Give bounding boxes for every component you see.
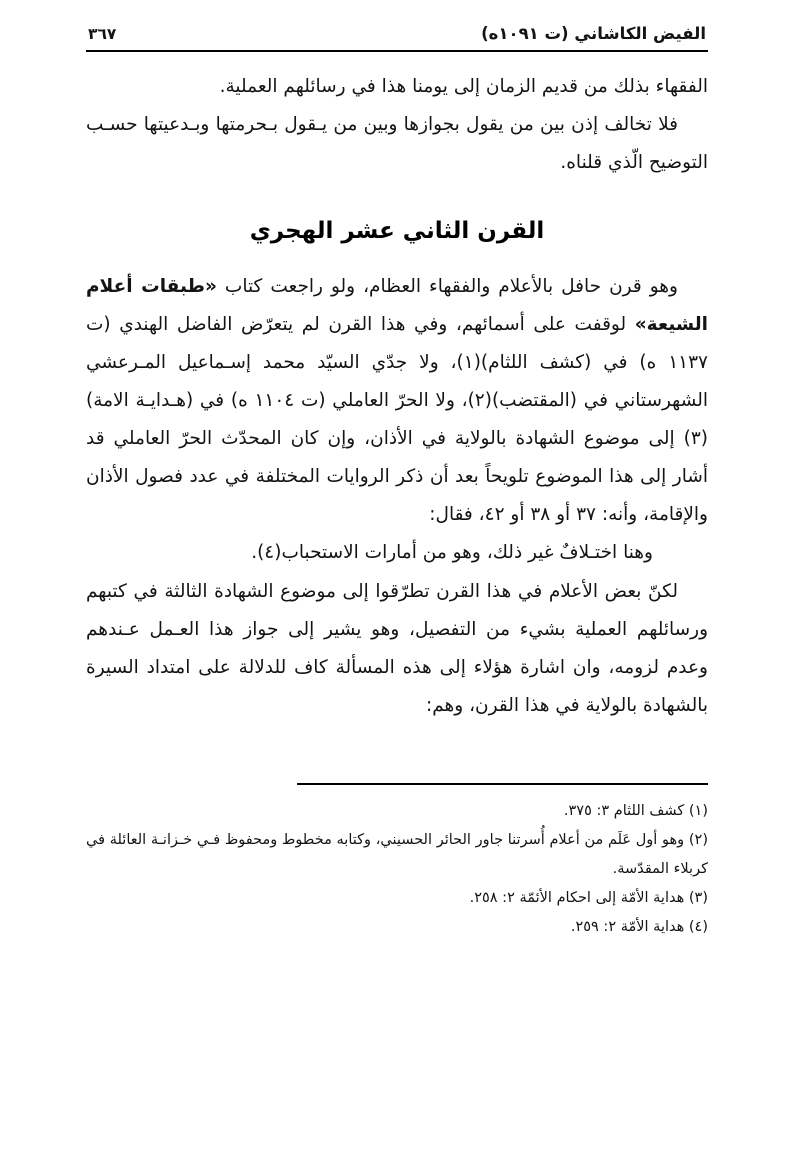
page-number: ٣٦٧ [88, 25, 117, 43]
footnote-4: (٤) هداية الأمّة ٢: ٢٥٩. [570, 919, 708, 936]
paragraph-3 [86, 268, 708, 535]
page-body [86, 68, 708, 725]
running-header-title: الفيض الكاشاني (ت ١٠٩١ه) [481, 24, 706, 43]
section-heading: القرن الثاني عشر الهجري [249, 218, 545, 245]
footnotes-section [86, 797, 708, 941]
paragraph-1: الفقهاء بذلك من قديم الزمان إلى يومنا هذا في رسائلهم العملية. [219, 76, 708, 97]
paragraph-3-text-continued: لوقفت على أسمائهم، وفي هذا القرن لم يتعرّض الفاضل الهندي (ت ١١٣٧ ه) في (كشف اللثام)(١)، ولا جدّي السيّد محمد إسـماعيل المـرعشي الشهرستاني في (المقتضب)(٢)، ولا الحرّ العاملي (ت ١١٠٤ ه) في (هـدايـة الامة)(٣) إلى موضوع الشهادة بالولاية في الأذان، وإن كان المحدّث الحرّ العاملي قد أشار إلى هذا الموضوع تلويحاً بعد أن ذكر الروايات المختلفة في عدد فصول الأذان والإقامة، وأنه: ٣٧ أو ٣٨ أو ٤٢، فقال: [86, 313, 708, 526]
paragraph-4: وهنا اختـلافٌ غير ذلك، وهو من أمارات الاستحباب(٤). [251, 542, 653, 564]
footnote-divider [297, 783, 708, 785]
footnote-2: (٢) وهو أول عَلَم من أعلام أُسرتنا جاور الحائر الحسيني، وكتابه مخطوط ومحفوظ فـي خـزانـة العائلة في كربلاء المقدّسة. [86, 832, 708, 877]
header-divider [86, 50, 708, 52]
paragraph-2: فلا تخالف إذن بين من يقول بجوازها وبين من يـقول بـحرمتها وبـدعيتها حسـب التوضيح الّذي قلناه. [86, 114, 708, 174]
paragraph-5: لكنّ بعض الأعلام في هذا القرن تطرّقوا إلى موضوع الشهادة الثالثة في كتبهم ورسائلهم العملية بشيء من التفصيل، وهو يشير إلى جواز هذا العـمل عـندهم وعدم لزومه، وان اشارة هؤلاء إلى هذه المسألة كاف للدلالة على امتداد السيرة بالشهادة بالولاية في هذا القرن، وهم: [86, 580, 708, 716]
paragraph-3-text: وهو قرن حافل بالأعلام والفقهاء العظام، ولو راجعت كتاب [216, 275, 678, 297]
book-title-emphasis: «طبقات أعلام الشيعة» [86, 275, 708, 335]
running-header [86, 24, 708, 50]
footnote-1: (١) كشف اللثام ٣: ٣٧٥. [563, 803, 708, 820]
footnote-3: (٣) هداية الأمّة إلى احكام الأئمّة ٢: ٢٥٨. [469, 889, 708, 906]
